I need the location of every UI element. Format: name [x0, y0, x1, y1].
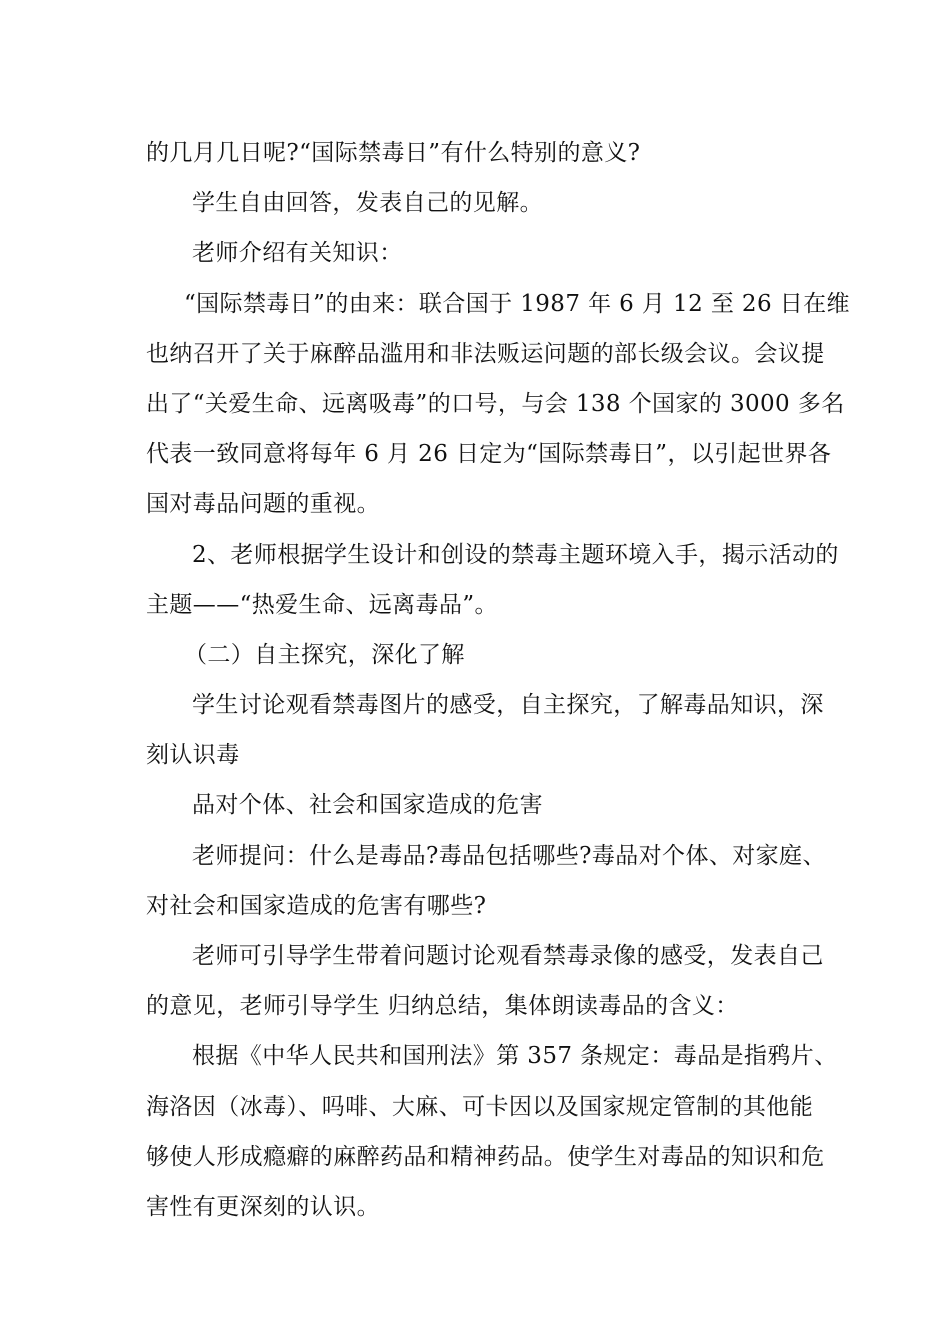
text-line: 老师提问：什么是毒品?毒品包括哪些?毒品对个体、对家庭、 — [192, 842, 826, 869]
text-line: 老师可引导学生带着问题讨论观看禁毒录像的感受，发表自己 — [192, 943, 824, 969]
text-line: 也纳召开了关于麻醉品滥用和非法贩运问题的部长级会议。会议提 — [146, 340, 825, 367]
text-line: 出了“关爱生命、远离吸毒”的口号，与会 138 个国家的 3000 多名 — [146, 390, 845, 417]
text-line: 根据《中华人民共和国刑法》第 357 条规定：毒品是指鸦片、 — [192, 1043, 838, 1070]
text-line: 对社会和国家造成的危害有哪些? — [146, 892, 487, 919]
text-line: 的意见，老师引导学生 归纳总结，集体朗读毒品的含义： — [146, 993, 739, 1020]
text-line: “国际禁毒日”的由来：联合国于 1987 年 6 月 12 至 26 日在维 — [184, 290, 850, 317]
text-line: 海洛因（冰毒）、吗啡、大麻、可卡因以及国家规定管制的其他能 — [146, 1093, 814, 1120]
section-heading: （二）自主探究，深化了解 — [184, 641, 465, 668]
text-line: 2、老师根据学生设计和创设的禁毒主题环境入手，揭示活动的 — [192, 541, 839, 568]
text-line: 学生自由回答，发表自己的见解。 — [192, 190, 543, 217]
text-line: 国对毒品问题的重视。 — [146, 491, 380, 518]
document-body — [146, 128, 850, 1232]
text-line: 害性有更深刻的认识。 — [146, 1193, 380, 1220]
text-line: 代表一致同意将每年 6 月 26 日定为“国际禁毒日”，以引起世界各 — [146, 441, 832, 468]
text-line: 刻认识毒 — [146, 742, 240, 769]
text-line: 品对个体、社会和国家造成的危害 — [192, 792, 543, 819]
text-line: 的几月几日呢?“国际禁毒日”有什么特别的意义? — [146, 140, 641, 166]
text-line: 老师介绍有关知识： — [192, 240, 403, 267]
text-line: 够使人形成瘾癖的麻醉药品和精神药品。使学生对毒品的知识和危 — [146, 1143, 825, 1170]
text-line: 主题——“热爱生命、远离毒品”。 — [146, 591, 498, 618]
text-line: 学生讨论观看禁毒图片的感受，自主探究，了解毒品知识，深 — [192, 692, 824, 719]
